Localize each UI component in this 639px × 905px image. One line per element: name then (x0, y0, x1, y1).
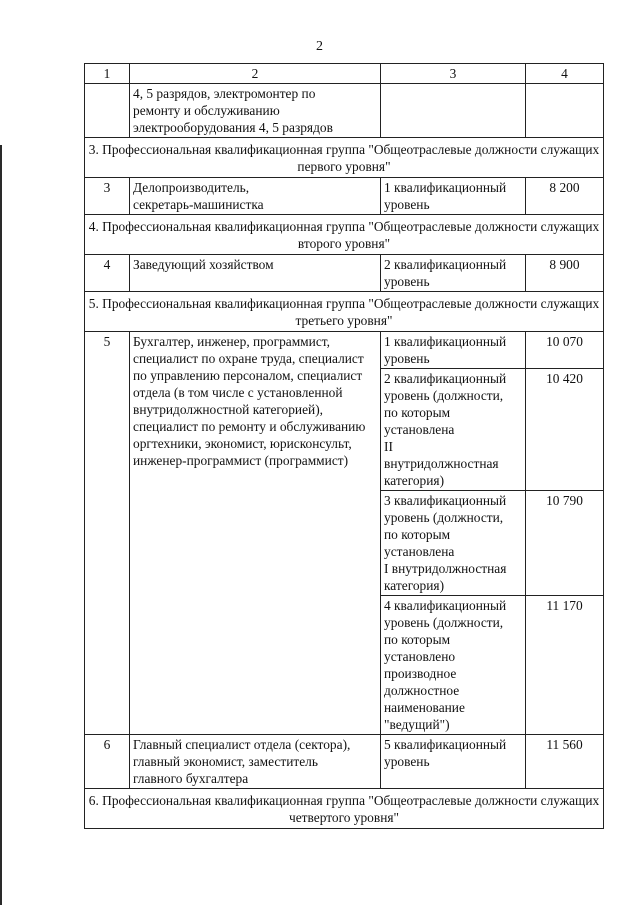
number-cell: 4 (85, 255, 130, 292)
table-row (85, 735, 604, 789)
table-row (85, 255, 604, 292)
header-cell-3: 3 (381, 64, 526, 84)
position-cell: Бухгалтер, инженер, программист, специалист по охране труда, специалист по управлению персоналом, специалист отдела (в том числе с установленной внутридолжностной категорией), специалист по ремонту и обслуживанию оргтехники, экономист, юрисконсульт, инженер-программист (программист) (130, 332, 381, 735)
table-row (85, 84, 604, 138)
position-cell: 4, 5 разрядов, электромонтер по ремонту и обслуживанию электрооборудования 4, 5 разрядов (130, 84, 381, 138)
level-cell: 4 квалификационный уровень (должности, по которым установлено производное должностное наименование "ведущий") (381, 596, 526, 735)
level-cell: 5 квалификационный уровень (381, 735, 526, 789)
group-heading-row (85, 138, 604, 178)
header-cell-4: 4 (526, 64, 604, 84)
group-heading: 5. Профессиональная квалификационная группа "Общеотраслевые должности служащих третьего уровня" (85, 292, 604, 332)
group-heading-row (85, 292, 604, 332)
salary-table (84, 63, 604, 829)
salary-cell: 10 420 (526, 369, 604, 491)
level-cell: 1 квалификационный уровень (381, 178, 526, 215)
group-heading: 3. Профессиональная квалификационная группа "Общеотраслевые должности служащих первого уровня" (85, 138, 604, 178)
group-heading: 6. Профессиональная квалификационная группа "Общеотраслевые должности служащих четвертого уровня" (85, 789, 604, 829)
level-cell: 1 квалификационный уровень (381, 332, 526, 369)
number-cell: 3 (85, 178, 130, 215)
number-cell: 5 (85, 332, 130, 735)
salary-cell: 11 170 (526, 596, 604, 735)
page-number: 2 (316, 39, 323, 54)
level-cell (381, 84, 526, 138)
header-cell-2: 2 (130, 64, 381, 84)
group-heading-row (85, 789, 604, 829)
table-row (85, 178, 604, 215)
salary-cell: 11 560 (526, 735, 604, 789)
table-header-row (85, 64, 604, 84)
salary-cell: 10 790 (526, 491, 604, 596)
position-cell: Делопроизводитель, секретарь-машинистка (130, 178, 381, 215)
table-row (85, 332, 604, 369)
number-cell: 6 (85, 735, 130, 789)
group-heading-row (85, 215, 604, 255)
number-cell (85, 84, 130, 138)
salary-cell: 8 900 (526, 255, 604, 292)
position-cell: Заведующий хозяйством (130, 255, 381, 292)
position-cell: Главный специалист отдела (сектора), главный экономист, заместитель главного бухгалтера (130, 735, 381, 789)
salary-cell: 10 070 (526, 332, 604, 369)
header-cell-1: 1 (85, 64, 130, 84)
level-cell: 2 квалификационный уровень (должности, по которым установлена II внутридолжностная категория) (381, 369, 526, 491)
salary-cell: 8 200 (526, 178, 604, 215)
group-heading: 4. Профессиональная квалификационная группа "Общеотраслевые должности служащих второго уровня" (85, 215, 604, 255)
salary-cell (526, 84, 604, 138)
level-cell: 3 квалификационный уровень (должности, по которым установлена I внутридолжностная категория) (381, 491, 526, 596)
scan-edge-line (0, 145, 2, 905)
level-cell: 2 квалификационный уровень (381, 255, 526, 292)
